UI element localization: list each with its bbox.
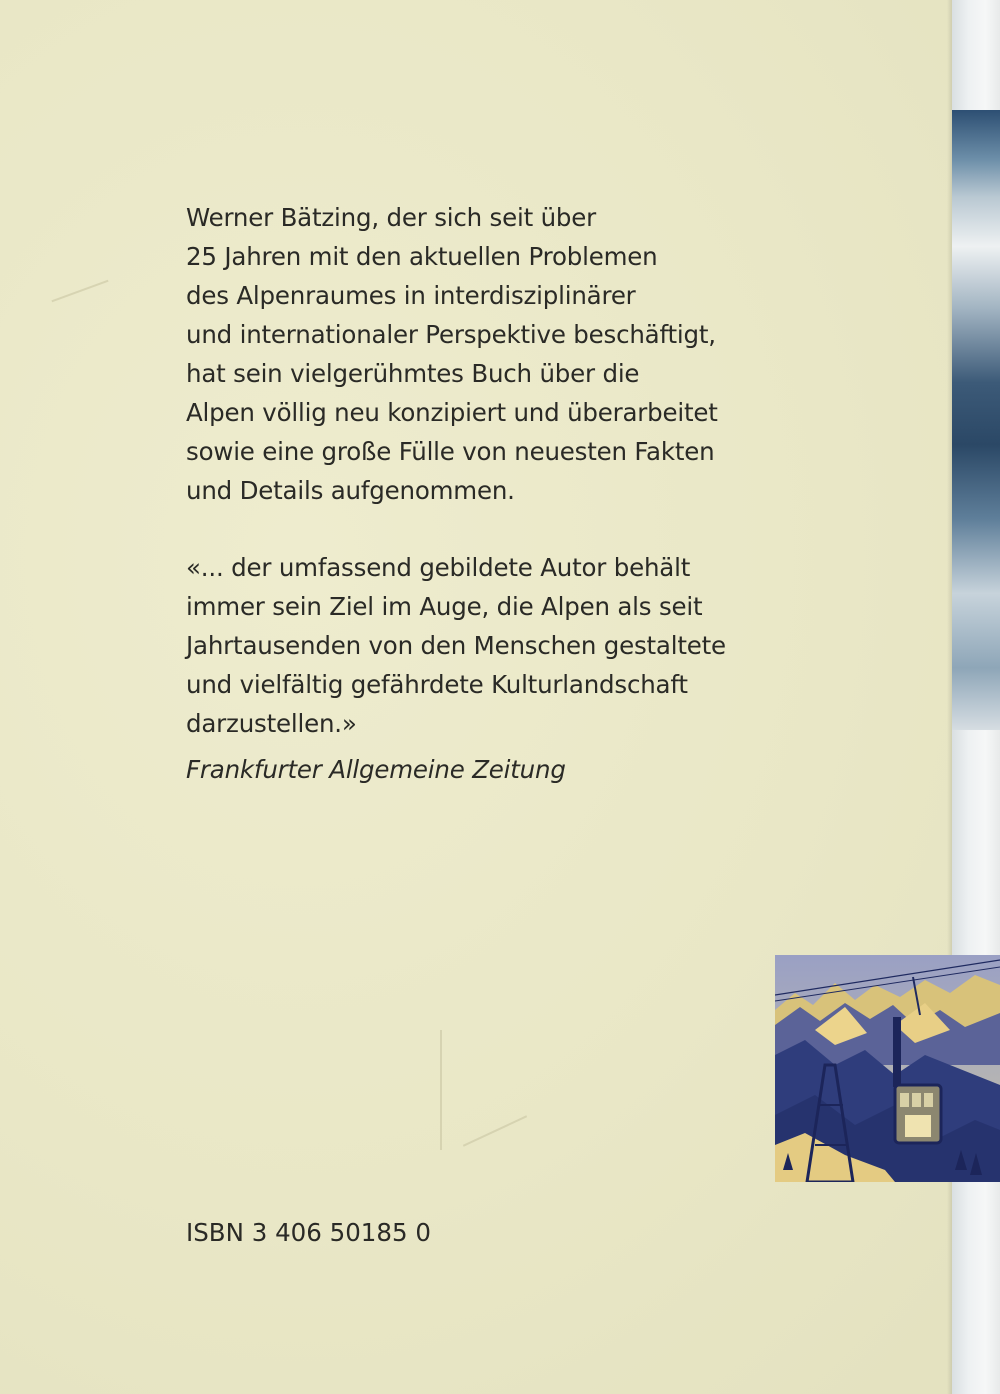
cable-car-photo <box>775 955 1000 1182</box>
description-paragraph <box>186 198 746 510</box>
text-line: Alpen völlig neu konzipiert und überarbeitet <box>186 398 718 427</box>
text-line: Werner Bätzing, der sich seit über <box>186 203 597 232</box>
quote-line: immer sein Ziel im Auge, die Alpen als seit <box>186 592 703 621</box>
crease-mark <box>440 1030 442 1150</box>
quote-line: «... der umfassend gebildete Autor behält <box>186 553 691 582</box>
text-line: 25 Jahren mit den aktuellen Problemen <box>186 242 658 271</box>
quote-line: darzustellen.» <box>186 709 357 738</box>
isbn-number: ISBN 3 406 50185 0 <box>186 1218 431 1247</box>
text-line: und internationaler Perspektive beschäftigt, <box>186 320 716 349</box>
review-quote <box>186 548 746 743</box>
text-line: und Details aufgenommen. <box>186 476 515 505</box>
cable-car-photo-svg <box>775 955 1000 1182</box>
text-line: sowie eine große Fülle von neuesten Fakten <box>186 437 715 466</box>
text-line: des Alpenraumes in interdisziplinärer <box>186 281 636 310</box>
spine-photo-strip <box>952 110 1000 730</box>
quote-line: Jahrtausenden von den Menschen gestaltete <box>186 631 726 660</box>
quote-source: Frankfurter Allgemeine Zeitung <box>186 755 566 784</box>
quote-line: und vielfältig gefährdete Kulturlandschaft <box>186 670 688 699</box>
text-line: hat sein vielgerühmtes Buch über die <box>186 359 640 388</box>
